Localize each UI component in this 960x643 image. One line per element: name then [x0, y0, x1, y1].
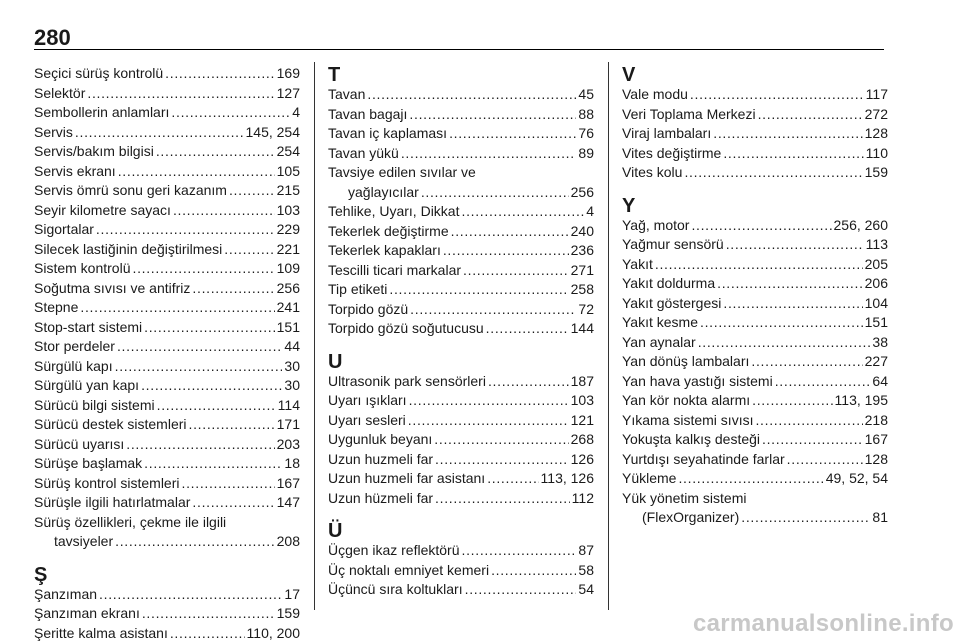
index-page-reference: 127	[277, 84, 300, 104]
watermark-text: carmanualsonline.info	[693, 610, 954, 638]
index-page-reference: 145, 254	[246, 123, 301, 143]
index-entry-uc-noktali-emniyet-kemeri	[328, 561, 594, 581]
index-term: Torpido gözü soğutucusu	[328, 319, 484, 339]
index-term: Yakıt göstergesi	[622, 294, 721, 314]
index-term: Uzun hüzmeli far	[328, 489, 433, 509]
index-page-reference: 38	[872, 333, 888, 353]
dot-leader	[700, 313, 863, 333]
index-page-reference: 208	[277, 532, 300, 552]
index-entry-uzun-huzmeli-far-asistani	[328, 469, 594, 489]
index-page-reference: 258	[571, 280, 594, 300]
index-term: Sürüş kontrol sistemleri	[34, 474, 180, 494]
index-entry-yag-motor	[622, 216, 888, 236]
index-entry-yukleme	[622, 469, 888, 489]
dot-leader	[192, 279, 274, 299]
index-column-2	[328, 64, 594, 600]
dot-leader	[173, 201, 275, 221]
index-entry-yagmur-sensoru	[622, 235, 888, 255]
index-page-reference: 203	[277, 435, 300, 455]
index-page-reference: 144	[571, 319, 594, 339]
index-page-reference: 151	[865, 313, 888, 333]
index-page-reference: 167	[277, 474, 300, 494]
dot-leader	[224, 240, 274, 260]
index-page-reference: 49, 52, 54	[826, 469, 888, 489]
index-page-reference: 256	[571, 183, 594, 203]
index-term: Yan aynalar	[622, 333, 696, 353]
index-page-reference: 206	[865, 274, 888, 294]
index-entry-tip-etiketi	[328, 280, 594, 300]
index-page-reference: 89	[578, 144, 594, 164]
index-entry-servis-omru-sonu-geri-kazanim	[34, 181, 300, 201]
dot-leader	[775, 372, 871, 392]
index-page-reference: 221	[277, 240, 300, 260]
dot-leader	[99, 585, 282, 605]
dot-leader	[717, 274, 863, 294]
index-term: Veri Toplama Merkezi	[622, 105, 756, 125]
index-entry-suruse-baslamak	[34, 454, 300, 474]
index-term-continuation: (FlexOrganizer)	[642, 508, 739, 528]
index-entry-surus-ozellikleri-cekme-ile-ilgili	[34, 513, 300, 552]
index-page-reference: 104	[865, 294, 888, 314]
dot-leader	[698, 333, 871, 353]
dot-leader	[462, 541, 577, 561]
dot-leader	[409, 391, 569, 411]
index-page-reference: 159	[277, 604, 300, 624]
index-entry-yakit-doldurma	[622, 274, 888, 294]
dot-leader	[762, 430, 863, 450]
index-page-reference: 256	[277, 279, 300, 299]
dot-leader	[752, 391, 832, 411]
index-entry-tavan-bagaji	[328, 105, 594, 125]
index-entry-yakit-kesme	[622, 313, 888, 333]
index-page-reference: 256, 260	[834, 216, 889, 236]
dot-leader	[189, 415, 275, 435]
index-entry-tavan	[328, 85, 594, 105]
dot-leader	[96, 220, 275, 240]
dot-leader	[229, 181, 275, 201]
index-entry-silecek-lastiginin-degistirilmesi	[34, 240, 300, 260]
index-term-continuation: tavsiyeler	[54, 532, 113, 552]
dot-leader	[157, 396, 276, 416]
dot-leader	[156, 142, 275, 162]
index-term: Seyir kilometre sayacı	[34, 201, 171, 221]
index-entry-yokusta-kalkis-destegi	[622, 430, 888, 450]
column-separator	[314, 62, 315, 610]
index-term: Yokuşta kalkış desteği	[622, 430, 760, 450]
dot-leader	[723, 144, 863, 164]
index-term: Yan dönüş lambaları	[622, 352, 749, 372]
dot-leader	[435, 450, 569, 470]
dot-leader	[389, 280, 568, 300]
index-page-reference: 17	[284, 585, 300, 605]
index-term: Üç noktalı emniyet kemeri	[328, 561, 489, 581]
index-entry-yakit-gostergesi	[622, 294, 888, 314]
index-term: Tavan	[328, 85, 365, 105]
index-term: Servis	[34, 123, 73, 143]
dot-leader	[461, 202, 584, 222]
index-page-reference: 18	[284, 454, 300, 474]
column-separator	[608, 62, 609, 610]
index-page-reference: 103	[571, 391, 594, 411]
dot-leader	[115, 532, 275, 552]
index-term: Silecek lastiğinin değiştirilmesi	[34, 240, 222, 260]
index-term: Ultrasonik park sensörleri	[328, 372, 486, 392]
index-term: Stop-start sistemi	[34, 318, 142, 338]
section-letter-heading: Ş	[34, 565, 300, 585]
index-page-reference: 44	[284, 337, 300, 357]
index-page-reference: 128	[865, 124, 888, 144]
index-page-reference: 110, 200	[247, 624, 300, 643]
index-term: Sürgülü yan kapı	[34, 376, 139, 396]
index-page-reference: 126	[571, 450, 594, 470]
index-page-reference: 121	[571, 411, 594, 431]
index-term: Sürücü uyarısı	[34, 435, 124, 455]
index-entry-uzun-huzmeli-far	[328, 450, 594, 470]
index-entry-secici-surus-kontrolu	[34, 64, 300, 84]
index-page-reference: 268	[571, 430, 594, 450]
dot-leader	[192, 493, 274, 513]
dot-leader	[142, 604, 275, 624]
dot-leader	[449, 124, 576, 144]
index-entry-surusle-ilgili-hatirlatmalar	[34, 493, 300, 513]
index-entry-stepne	[34, 298, 300, 318]
dot-leader	[170, 624, 245, 643]
index-term: Sembollerin anlamları	[34, 103, 169, 123]
index-term: Selektör	[34, 84, 85, 104]
index-entry-sanziman-ekrani	[34, 604, 300, 624]
index-page-reference: 30	[284, 357, 300, 377]
index-entry-stop-start-sistemi	[34, 318, 300, 338]
index-entry-yan-aynalar	[622, 333, 888, 353]
index-term: Yağmur sensörü	[622, 235, 724, 255]
index-term: Vale modu	[622, 85, 688, 105]
index-entry-vites-degistirme	[622, 144, 888, 164]
index-entry-vites-kolu	[622, 163, 888, 183]
dot-leader	[144, 454, 282, 474]
index-entry-tekerlek-kapaklari	[328, 241, 594, 261]
index-page-reference: 241	[277, 298, 300, 318]
index-entry-sembollerin-anlamlari	[34, 103, 300, 123]
section-letter-heading: Ü	[328, 521, 594, 541]
index-page-reference: 88	[578, 105, 594, 125]
dot-leader	[713, 124, 862, 144]
index-entry-tavsiye-edilen-sivilar-ve	[328, 163, 594, 202]
index-page-reference: 229	[277, 220, 300, 240]
index-entry-tescilli-ticari-markalar	[328, 261, 594, 281]
index-page-reference: 128	[865, 450, 888, 470]
index-term: Sürüş özellikleri, çekme ile ilgili	[34, 513, 300, 533]
index-entry-yikama-sistemi-sivisi	[622, 411, 888, 431]
index-term: Üçgen ikaz reflektörü	[328, 541, 460, 561]
index-page-reference: 147	[277, 493, 300, 513]
dot-leader	[75, 123, 244, 143]
index-page-reference: 205	[865, 255, 888, 275]
index-term: Stepne	[34, 298, 78, 318]
section-letter-heading: Y	[622, 196, 888, 216]
index-page-reference: 159	[865, 163, 888, 183]
index-entry-ucuncu-sira-koltuklari	[328, 580, 594, 600]
index-page-reference: 254	[277, 142, 300, 162]
index-term: Soğutma sıvısı ve antifriz	[34, 279, 190, 299]
page-number: 280	[34, 27, 71, 49]
index-page-reference: 218	[865, 411, 888, 431]
index-term: Servis ekranı	[34, 162, 116, 182]
index-term: Yıkama sistemi sıvısı	[622, 411, 753, 431]
dot-leader	[421, 183, 569, 203]
index-term: Yağ, motor	[622, 216, 689, 236]
dot-leader	[115, 357, 283, 377]
dot-leader	[487, 469, 538, 489]
index-entry-tehlike-uyari-dikkat	[328, 202, 594, 222]
index-page-reference: 227	[865, 352, 888, 372]
index-term: Servis/bakım bilgisi	[34, 142, 154, 162]
index-entry-viraj-lambalari	[622, 124, 888, 144]
dot-leader	[117, 337, 282, 357]
index-entry-yuk-yonetim-sistemi	[622, 489, 888, 528]
dot-leader	[690, 85, 864, 105]
index-entry-uyari-sesleri	[328, 411, 594, 431]
index-term: Stor perdeler	[34, 337, 115, 357]
index-entry-yakit	[622, 255, 888, 275]
index-page-reference: 81	[872, 508, 888, 528]
header-rule	[34, 49, 884, 50]
dot-leader	[367, 85, 576, 105]
dot-leader	[491, 561, 576, 581]
index-entry-surus-kontrol-sistemleri	[34, 474, 300, 494]
index-term: Tip etiketi	[328, 280, 387, 300]
index-term: Yurtdışı seyahatinde farlar	[622, 450, 785, 470]
index-term: Yan kör nokta alarmı	[622, 391, 750, 411]
index-page-reference: 151	[277, 318, 300, 338]
index-page-reference: 167	[865, 430, 888, 450]
index-entry-sigortalar	[34, 220, 300, 240]
index-term: Uyarı sesleri	[328, 411, 406, 431]
index-page-reference: 110	[866, 144, 888, 164]
index-entry-ucgen-ikaz-reflektoru	[328, 541, 594, 561]
index-term: Tavan yükü	[328, 144, 399, 164]
index-entry-sistem-kontrolu	[34, 259, 300, 279]
dot-leader	[678, 469, 823, 489]
index-term: Sürücü destek sistemleri	[34, 415, 187, 435]
index-term: Yükleme	[622, 469, 676, 489]
dot-leader	[401, 144, 577, 164]
index-term: Tekerlek değiştirme	[328, 222, 449, 242]
index-entry-surucu-uyarisi	[34, 435, 300, 455]
index-page-reference: 87	[578, 541, 594, 561]
index-entry-uyari-isiklari	[328, 391, 594, 411]
index-page-reference: 109	[277, 259, 300, 279]
index-page-reference: 272	[865, 105, 888, 125]
index-entry-vale-modu	[622, 85, 888, 105]
index-page-reference: 64	[872, 372, 888, 392]
dot-leader	[408, 411, 569, 431]
index-page-reference: 72	[578, 300, 594, 320]
index-term: Yakıt kesme	[622, 313, 698, 333]
index-entry-yurtdisi-seyahatinde-farlar	[622, 450, 888, 470]
index-page-reference: 4	[586, 202, 594, 222]
index-term: Vites değiştirme	[622, 144, 721, 164]
index-entry-yan-donus-lambalari	[622, 352, 888, 372]
dot-leader	[451, 222, 569, 242]
dot-leader	[787, 450, 863, 470]
dot-leader	[144, 318, 275, 338]
dot-leader	[435, 489, 570, 509]
dot-leader	[80, 298, 274, 318]
index-term: Viraj lambaları	[622, 124, 711, 144]
index-entry-servis-bakim-bilgisi	[34, 142, 300, 162]
dot-leader	[758, 105, 863, 125]
index-page-reference: 113	[866, 235, 888, 255]
index-term: Tehlike, Uyarı, Dikkat	[328, 202, 459, 222]
index-entry-tavan-yuku	[328, 144, 594, 164]
index-page-reference: 187	[571, 372, 594, 392]
index-term: Üçüncü sıra koltukları	[328, 580, 463, 600]
dot-leader	[141, 376, 282, 396]
index-entry-servis	[34, 123, 300, 143]
index-term: Torpido gözü	[328, 300, 408, 320]
section-letter-heading: U	[328, 352, 594, 372]
dot-leader	[165, 64, 274, 84]
index-page-reference: 236	[571, 241, 594, 261]
index-page-reference: 54	[578, 580, 594, 600]
index-page-reference: 169	[277, 64, 300, 84]
dot-leader	[132, 259, 274, 279]
index-term-continuation: yağlayıcılar	[348, 183, 419, 203]
index-term: Sürüşle ilgili hatırlatmalar	[34, 493, 190, 513]
index-entry-surgulu-yan-kapi	[34, 376, 300, 396]
dot-leader	[118, 162, 275, 182]
dot-leader	[655, 255, 863, 275]
dot-leader	[87, 84, 274, 104]
dot-leader	[755, 411, 862, 431]
index-entry-selektor	[34, 84, 300, 104]
index-term: Sistem kontrolü	[34, 259, 130, 279]
index-page-reference: 117	[866, 85, 888, 105]
index-page-reference: 113, 195	[835, 391, 888, 411]
index-term: Tescilli ticari markalar	[328, 261, 461, 281]
index-page-reference: 30	[284, 376, 300, 396]
index-page-reference: 240	[571, 222, 594, 242]
index-term: Tavan bagajı	[328, 105, 407, 125]
index-term: Yakıt doldurma	[622, 274, 715, 294]
index-term: Seçici sürüş kontrolü	[34, 64, 163, 84]
index-term: Yakıt	[622, 255, 653, 275]
index-page-reference: 112	[572, 489, 594, 509]
index-page-reference: 215	[277, 181, 300, 201]
index-entry-tavan-ic-kaplamasi	[328, 124, 594, 144]
dot-leader	[684, 163, 862, 183]
index-term: Yan hava yastığı sistemi	[622, 372, 773, 392]
index-page-reference: 105	[277, 162, 300, 182]
index-entry-yan-kor-nokta-alarmi	[622, 391, 888, 411]
index-entry-torpido-gozu-sogutucusu	[328, 319, 594, 339]
index-page-reference: 58	[578, 561, 594, 581]
index-entry-veri-toplama-merkezi	[622, 105, 888, 125]
index-entry-seyir-kilometre-sayaci	[34, 201, 300, 221]
index-entry-stor-perdeler	[34, 337, 300, 357]
dot-leader	[171, 103, 290, 123]
index-term: Yük yönetim sistemi	[622, 489, 888, 509]
dot-leader	[443, 241, 569, 261]
index-entry-servis-ekrani	[34, 162, 300, 182]
index-column-1	[34, 64, 300, 643]
index-entry-seritte-kalma-asistani	[34, 624, 300, 643]
dot-leader	[463, 261, 569, 281]
index-page-reference: 76	[578, 124, 594, 144]
index-column-3	[622, 64, 888, 528]
index-page-reference: 114	[278, 396, 300, 416]
dot-leader	[751, 352, 862, 372]
index-entry-uygunluk-beyani	[328, 430, 594, 450]
index-entry-tekerlek-degistirme	[328, 222, 594, 242]
dot-leader	[409, 105, 576, 125]
index-entry-sogutma-sivisi-ve-antifriz	[34, 279, 300, 299]
dot-leader	[434, 430, 568, 450]
index-term: Tavan iç kaplaması	[328, 124, 447, 144]
dot-leader	[465, 580, 577, 600]
dot-leader	[182, 474, 275, 494]
section-letter-heading: T	[328, 65, 594, 85]
dot-leader	[410, 300, 576, 320]
index-term: Şanzıman ekranı	[34, 604, 140, 624]
index-term: Şeritte kalma asistanı	[34, 624, 168, 643]
index-entry-yan-hava-yastigi-sistemi	[622, 372, 888, 392]
dot-leader	[488, 372, 569, 392]
dot-leader	[486, 319, 569, 339]
index-term: Servis ömrü sonu geri kazanım	[34, 181, 227, 201]
index-term: Uzun huzmeli far asistanı	[328, 469, 485, 489]
index-entry-torpido-gozu	[328, 300, 594, 320]
dot-leader	[691, 216, 831, 236]
index-term: Sigortalar	[34, 220, 94, 240]
index-entry-surucu-bilgi-sistemi	[34, 396, 300, 416]
index-term: Sürücü bilgi sistemi	[34, 396, 155, 416]
index-page-reference: 4	[292, 103, 300, 123]
index-page-reference: 271	[571, 261, 594, 281]
index-page-reference: 171	[277, 415, 300, 435]
index-entry-sanziman	[34, 585, 300, 605]
index-term: Vites kolu	[622, 163, 682, 183]
index-page-reference: 45	[578, 85, 594, 105]
index-term: Uyarı ışıkları	[328, 391, 407, 411]
index-term: Sürüşe başlamak	[34, 454, 142, 474]
index-page-reference: 103	[277, 201, 300, 221]
section-letter-heading: V	[622, 65, 888, 85]
index-term: Uzun huzmeli far	[328, 450, 433, 470]
dot-leader	[726, 235, 864, 255]
index-entry-ultrasonik-park-sensorleri	[328, 372, 594, 392]
index-page-reference: 113, 126	[541, 469, 594, 489]
index-term: Tekerlek kapakları	[328, 241, 441, 261]
index-term: Şanzıman	[34, 585, 97, 605]
index-term: Uygunluk beyanı	[328, 430, 432, 450]
index-entry-surgulu-kapi	[34, 357, 300, 377]
index-entry-surucu-destek-sistemleri	[34, 415, 300, 435]
index-term: Sürgülü kapı	[34, 357, 113, 377]
dot-leader	[741, 508, 870, 528]
dot-leader	[126, 435, 274, 455]
index-term: Tavsiye edilen sıvılar ve	[328, 163, 594, 183]
dot-leader	[723, 294, 862, 314]
index-entry-uzun-huzmeli-far	[328, 489, 594, 509]
